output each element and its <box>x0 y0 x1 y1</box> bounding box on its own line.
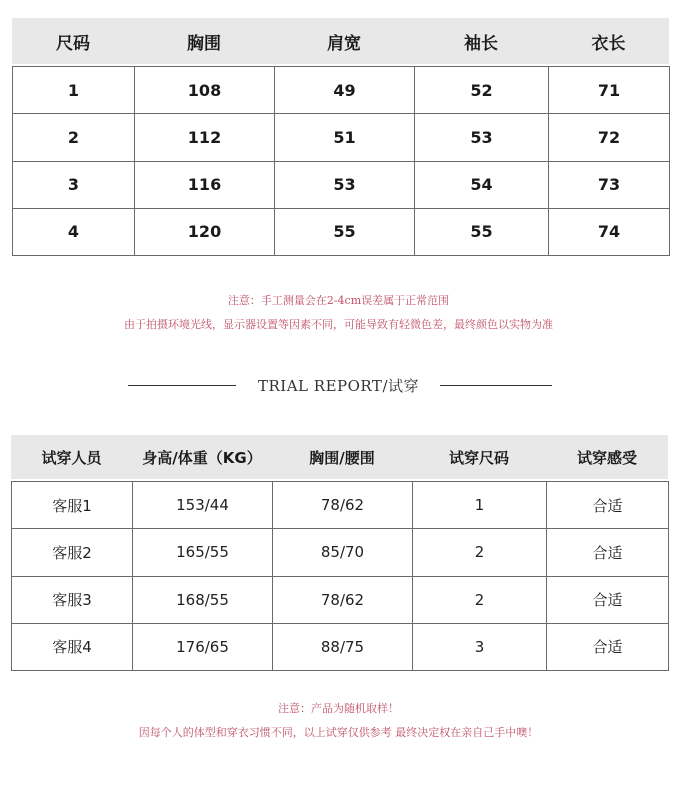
table-cell: 3 <box>413 623 547 670</box>
trial-header-tester: 试穿人员 <box>41 448 102 467</box>
table-cell: 4 <box>13 208 135 255</box>
trial-header-height-weight: 身高/体重（KG） <box>142 448 262 467</box>
table-cell: 85/70 <box>273 529 413 576</box>
color-note: 由于拍摄环境光线，显示器设置等因素不同，可能导致有轻微色差，最终颜色以实物为准 <box>124 318 553 331</box>
table-cell: 176/65 <box>133 623 273 670</box>
size-header-size: 尺码 <box>56 33 90 54</box>
measurement-note: 注意：手工测量会在2-4cm误差属于正常范围 <box>227 294 450 307</box>
trial-report-title: TRIAL REPORT/试穿 <box>257 377 419 395</box>
table-cell: 153/44 <box>133 482 273 529</box>
table-row <box>12 482 669 529</box>
size-header-chest: 胸围 <box>187 33 221 54</box>
size-table-header <box>12 18 669 64</box>
table-cell: 168/55 <box>133 576 273 623</box>
table-cell: 120 <box>135 208 275 255</box>
table-cell: 1 <box>13 67 135 114</box>
trial-table-header <box>11 435 668 479</box>
table-row <box>12 623 669 670</box>
table-cell: 客服3 <box>12 576 133 623</box>
trial-header-size: 试穿尺码 <box>448 448 509 467</box>
table-row <box>12 529 669 576</box>
table-cell: 合适 <box>547 623 669 670</box>
table-cell: 1 <box>413 482 547 529</box>
table-cell: 客服2 <box>12 529 133 576</box>
trial-table <box>11 481 669 671</box>
table-cell: 3 <box>13 161 135 208</box>
table-cell: 78/62 <box>273 576 413 623</box>
trial-header-chest-waist: 胸围/腰围 <box>309 448 375 467</box>
table-cell: 73 <box>549 161 670 208</box>
size-header-sleeve: 袖长 <box>464 33 498 54</box>
table-cell: 54 <box>415 161 549 208</box>
table-cell: 合适 <box>547 576 669 623</box>
table-cell: 2 <box>413 576 547 623</box>
table-row <box>13 161 670 208</box>
table-row <box>12 576 669 623</box>
table-cell: 合适 <box>547 482 669 529</box>
sample-note: 注意：产品为随机取样！ <box>278 702 399 715</box>
table-cell: 客服4 <box>12 623 133 670</box>
table-cell: 55 <box>275 208 415 255</box>
trial-header-feel: 试穿感受 <box>576 448 637 467</box>
table-cell: 74 <box>549 208 670 255</box>
size-header-shoulder: 肩宽 <box>327 33 361 54</box>
table-cell: 72 <box>549 114 670 161</box>
table-row <box>13 67 670 114</box>
table-row <box>13 114 670 161</box>
table-cell: 53 <box>415 114 549 161</box>
table-cell: 52 <box>415 67 549 114</box>
table-cell: 165/55 <box>133 529 273 576</box>
table-cell: 合适 <box>547 529 669 576</box>
table-cell: 2 <box>413 529 547 576</box>
table-cell: 51 <box>275 114 415 161</box>
table-cell: 71 <box>549 67 670 114</box>
size-table <box>12 66 670 256</box>
table-cell: 112 <box>135 114 275 161</box>
divider-right <box>440 385 552 386</box>
table-cell: 2 <box>13 114 135 161</box>
table-cell: 55 <box>415 208 549 255</box>
table-cell: 116 <box>135 161 275 208</box>
fit-disclaimer: 因每个人的体型和穿衣习惯不同，以上试穿仅供参考 最终决定权在亲自己手中噢！ <box>138 726 539 739</box>
table-cell: 88/75 <box>273 623 413 670</box>
table-cell: 49 <box>275 67 415 114</box>
table-cell: 78/62 <box>273 482 413 529</box>
size-header-length: 衣长 <box>591 33 626 54</box>
table-cell: 53 <box>275 161 415 208</box>
table-cell: 108 <box>135 67 275 114</box>
table-row <box>13 208 670 255</box>
table-cell: 客服1 <box>12 482 133 529</box>
